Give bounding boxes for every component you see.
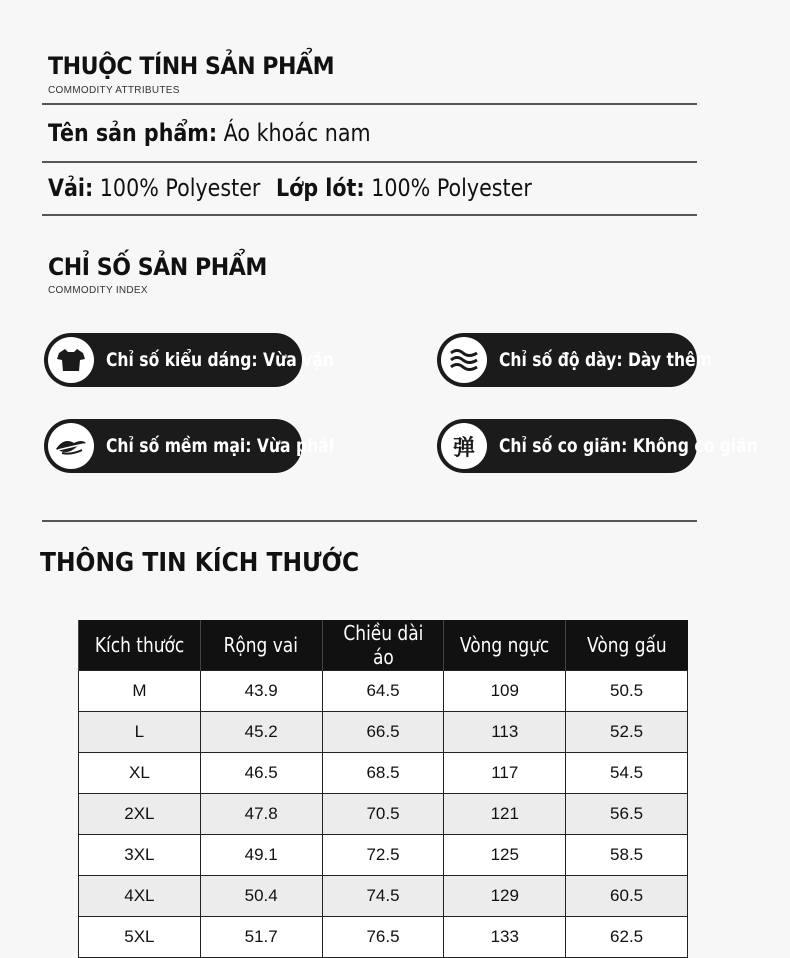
product-name-value: Áo khoác nam [223, 119, 371, 147]
size-cell: 5XL [79, 917, 201, 958]
header-chest: Vòng ngực [444, 620, 566, 671]
tshirt-icon [48, 337, 94, 383]
lining-line [276, 174, 532, 202]
index-softness-text: Chỉ số mềm mại: Vừa phải [106, 435, 335, 457]
shoulder-cell: 43.9 [200, 671, 322, 712]
length-cell: 76.5 [322, 917, 444, 958]
chest-cell: 113 [444, 712, 566, 753]
chest-cell: 121 [444, 794, 566, 835]
chest-cell: 125 [444, 835, 566, 876]
hem-cell: 56.5 [566, 794, 688, 835]
size-table-header [79, 620, 688, 671]
table-row [79, 917, 688, 958]
size-cell: 2XL [79, 794, 201, 835]
table-row [79, 753, 688, 794]
chest-cell: 117 [444, 753, 566, 794]
product-name-line [48, 119, 371, 147]
shoulder-cell: 51.7 [200, 917, 322, 958]
index-subtitle: COMMODITY INDEX [48, 285, 148, 296]
header-hem: Vòng gấu [566, 620, 688, 671]
index-pill-fit [44, 333, 334, 387]
hem-cell: 52.5 [566, 712, 688, 753]
feather-icon [48, 423, 94, 469]
header-length: Chiều dài áo [322, 620, 444, 671]
table-row [79, 671, 688, 712]
size-cell: L [79, 712, 201, 753]
chest-cell: 133 [444, 917, 566, 958]
fabric-value: 100% Polyester [99, 174, 261, 202]
size-cell: M [79, 671, 201, 712]
shoulder-cell: 50.4 [200, 876, 322, 917]
length-cell: 66.5 [322, 712, 444, 753]
length-cell: 72.5 [322, 835, 444, 876]
table-row [79, 794, 688, 835]
shoulder-cell: 45.2 [200, 712, 322, 753]
shoulder-cell: 46.5 [200, 753, 322, 794]
index-elasticity-text: Chỉ số co giãn: Không co giãn [499, 435, 758, 457]
table-row [79, 876, 688, 917]
header-size: Kích thước [79, 620, 201, 671]
size-cell: 4XL [79, 876, 201, 917]
table-row [79, 835, 688, 876]
shoulder-cell: 47.8 [200, 794, 322, 835]
index-thickness-text: Chỉ số độ dày: Dày thêm [499, 349, 712, 371]
size-table [78, 620, 688, 958]
header-shoulder: Rộng vai [200, 620, 322, 671]
hem-cell: 60.5 [566, 876, 688, 917]
hem-cell: 58.5 [566, 835, 688, 876]
chest-cell: 109 [444, 671, 566, 712]
chest-cell: 129 [444, 876, 566, 917]
hem-cell: 54.5 [566, 753, 688, 794]
attributes-title: THUỘC TÍNH SẢN PHẨM [48, 52, 335, 80]
hem-cell: 50.5 [566, 671, 688, 712]
table-row [79, 712, 688, 753]
length-cell: 74.5 [322, 876, 444, 917]
divider [42, 103, 697, 105]
size-cell: 3XL [79, 835, 201, 876]
attributes-subtitle: COMMODITY ATTRIBUTES [48, 85, 180, 96]
lining-label: Lớp lót: [276, 174, 365, 202]
divider [42, 161, 697, 163]
shoulder-cell: 49.1 [200, 835, 322, 876]
elastic-icon: 弹 [441, 423, 487, 469]
index-pill-elasticity [437, 419, 758, 473]
index-title: CHỈ SỐ SẢN PHẨM [48, 253, 267, 281]
size-info-title: THÔNG TIN KÍCH THƯỚC [40, 548, 360, 578]
length-cell: 68.5 [322, 753, 444, 794]
length-cell: 64.5 [322, 671, 444, 712]
lining-value: 100% Polyester [371, 174, 532, 202]
index-fit-text: Chỉ số kiểu dáng: Vừa vặn [106, 349, 334, 371]
hem-cell: 62.5 [566, 917, 688, 958]
length-cell: 70.5 [322, 794, 444, 835]
divider [42, 214, 697, 216]
size-cell: XL [79, 753, 201, 794]
index-pill-thickness [437, 333, 712, 387]
fabric-label: Vải: [48, 174, 94, 202]
product-name-label: Tên sản phẩm: [48, 119, 218, 147]
divider [42, 520, 697, 522]
fabric-line [48, 174, 260, 202]
index-pill-softness [44, 419, 335, 473]
waves-icon [441, 337, 487, 383]
